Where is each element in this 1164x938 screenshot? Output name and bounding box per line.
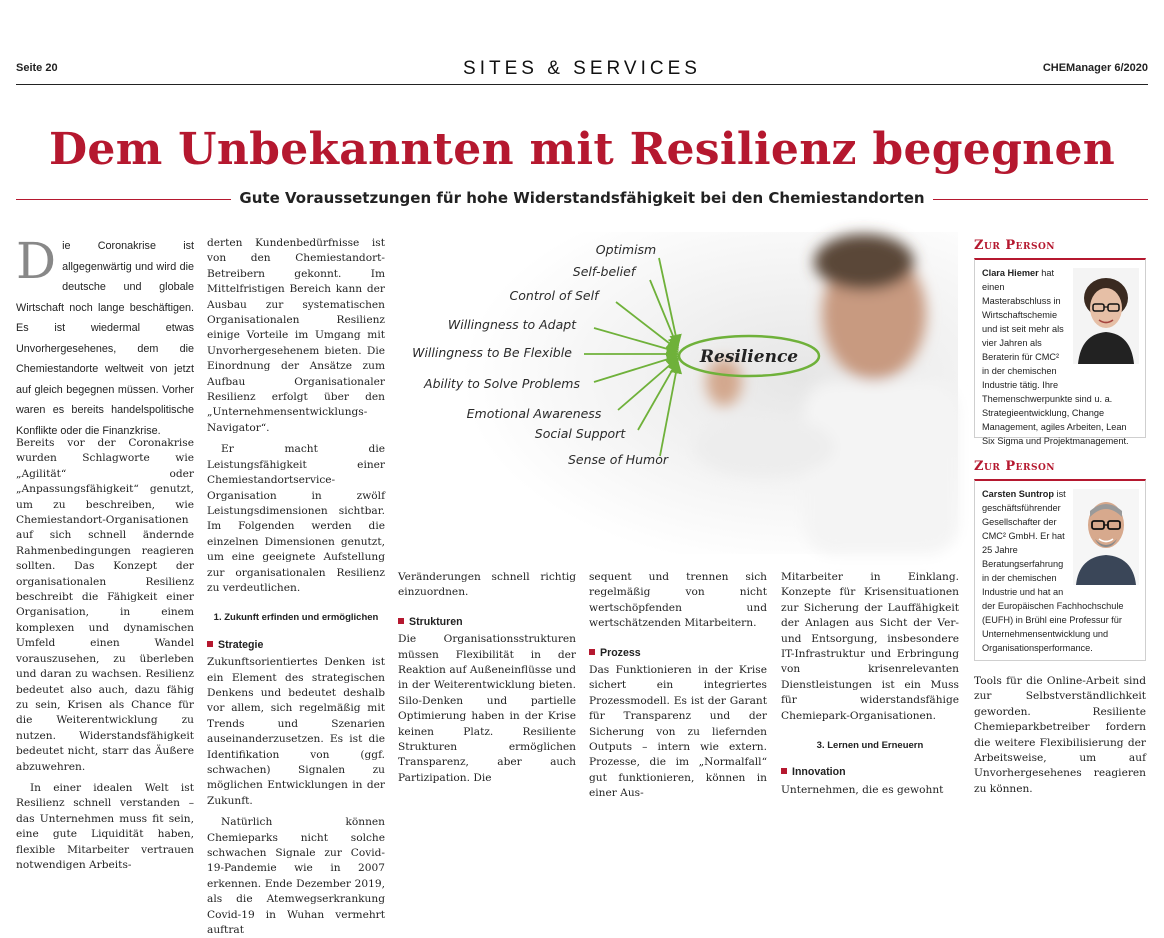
column-5 bbox=[781, 570, 959, 796]
body-paragraph: Veränderungen schnell richtig einzuordnen. bbox=[398, 571, 576, 599]
column-1 bbox=[16, 436, 194, 871]
diagram-label: Sense of Humor bbox=[567, 452, 669, 467]
column-2 bbox=[207, 236, 385, 937]
subhead-strukturen: Strukturen bbox=[398, 615, 576, 630]
body-paragraph: sequent und trennen sich regelmäßig von nicht wertschöpfenden und wertschätzenden Mitarbeitern. bbox=[589, 571, 767, 630]
page-number: Seite 20 bbox=[16, 62, 58, 74]
bullet-square-icon bbox=[781, 768, 787, 774]
section-heading-1: 1. Zukunft erfinden und ermöglichen bbox=[213, 612, 379, 624]
person-bio: hat einen Masterabschluss in Wirtschaftschemie und ist seit mehr als vier Jahren als Beraterin für CMC² in der chemischen Industrie tätig. Ihre Themenschwerpunkte sind u. a. Strategieentwicklung, Change Management, agiles Arbeiten, Lean Six Sigma und Projektmanagement. bbox=[982, 268, 1129, 446]
body-paragraph: Bereits vor der Coronakrise wurden Schlagworte wie „Agilität“ oder „Anpassungsfähigkeit“ genutzt, um zu beschreiben, wie Chemiestandort-Organisationen auf sich schnell ändernde Rahmenbedingungen reagieren sollten. Das Konzept der organisationalen Resilienz beschreibt die Fähigkeit einer Organisation, in einem komplexen und dynamischen Umfeld einen Wandel vorauszusehen, zu überleben und daran zu wachsen. Resilienz bedeutet also auch, dazu fähig zu sein, Krisen als Chance für die Weiterentwicklung zu nutzen. Widerstandsfähigkeit bedeutet nicht, starr das Äußere abzuwehren. bbox=[16, 437, 194, 773]
diagram-label: Social Support bbox=[534, 426, 626, 441]
subheadline-row bbox=[16, 188, 1148, 210]
body-paragraph: Zukunftsorientiertes Denken ist ein Element des strategischen Denkens und bedeutet deshalb vor allem, sich regelmäßig mit Trends und Szenarien auseinanderzusetzen. Es ist die Identifikation von (ggf. schwachen) Signalen zu möglichen Entwicklungen in der Zukunft. bbox=[207, 656, 385, 807]
column-4 bbox=[589, 570, 767, 800]
person-box-hiemer bbox=[974, 258, 1146, 446]
body-paragraph: Er macht die Leistungsfähigkeit einer Chemiestandortservice-Organisation in zwölf Leistungsdimensionen sichtbar. Im Folgenden werden die einzelnen Dimensionen genutzt, um eine geeignete Aufstellung zur organisationalen Resilienz zu verdeutlichen. bbox=[207, 443, 385, 594]
body-paragraph: Die Organisationsstrukturen müssen Flexibilität in der Reaktion auf Außeneinflüsse und in der Weiterentwicklung bieten. Silo-Denken und partielle Optimierung haben in der Krise keinen Platz. Resiliente Strukturen ermöglichen Transparenz, aber auch Partizipation. Die bbox=[398, 633, 576, 784]
subheadline: Gute Voraussetzungen für hohe Widerstandsfähigkeit bei den Chemiestandorten bbox=[231, 189, 932, 207]
lead-paragraph bbox=[16, 232, 194, 437]
drop-cap: D bbox=[16, 232, 57, 290]
column-3 bbox=[398, 570, 576, 784]
body-paragraph: Unternehmen, die es gewohnt bbox=[781, 783, 944, 796]
person-name: Carsten Suntrop bbox=[982, 489, 1054, 499]
person-name: Clara Hiemer bbox=[982, 268, 1039, 278]
person-bio: ist geschäftsführender Gesellschafter der CMC² GmbH. Er hat 25 Jahre Beratungserfahrung in der chemischen Industrie und hat an der Europäischen Fachhochschule (EUFH) in Brühl eine Professur für Unternehmensentwicklung und Organisationsperformance. bbox=[982, 489, 1124, 653]
resilience-diagram bbox=[394, 232, 958, 554]
bullet-square-icon bbox=[207, 641, 213, 647]
diagram-label: Ability to Solve Problems bbox=[424, 376, 580, 391]
body-paragraph: Das Funktionieren in der Krise sichert ein integriertes Prozessmodell. Es ist der Garant für Transparenz und der Sicherung von zu liefernden Outputs – intern wie extern. Prozesse, die im „Normalfall“ gut funktionieren, können in einer Aus- bbox=[589, 664, 767, 800]
portrait-hiemer-icon bbox=[1073, 268, 1139, 364]
person-box-title: Zur Person bbox=[974, 459, 1056, 474]
portrait-photo bbox=[1073, 489, 1139, 585]
portrait-photo bbox=[1073, 268, 1139, 364]
body-paragraph: Natürlich können Chemieparks nicht solche schwachen Signale zur Covid-19-Pandemie wie in 2007 erkennen. Ende Dezember 2019, als die Atemwegserkrankung Covid-19 in Wuhan vermehrt auftrat bbox=[207, 816, 385, 937]
column-6 bbox=[974, 674, 1146, 795]
subhead-innovation: Innovation bbox=[781, 765, 959, 780]
bullet-square-icon bbox=[398, 618, 404, 624]
issue-label: CHEManager 6/2020 bbox=[1042, 62, 1148, 74]
body-paragraph: In einer idealen Welt ist Resilienz schnell verstanden – das Unternehmen muss fit sein, eine gute Liquidität haben, flexible Mitarbeiter vertrauen notwendigen Arbeits- bbox=[16, 781, 194, 871]
body-paragraph: derten Kundenbedürfnisse ist von den Chemiestandort-Betreibern gekonnt. Im Mittelfristigen Bereich kann der Ausbau zur systematischen Organisationalen Resilienz einige Vorteile im Umgang mit Unvorhergesehenem bieten. Die Einordnung der Ansätze zum Aufbau Organisationaler Resilienz erfolgt über den „Unternehmensentwicklungs-Navigator“. bbox=[207, 237, 385, 434]
diagram-label: Willingness to Be Flexible bbox=[412, 345, 572, 360]
portrait-suntrop-icon bbox=[1073, 489, 1139, 585]
section-title: SITES & SERVICES bbox=[463, 58, 701, 79]
headline: Dem Unbekannten mit Resilienz begegnen bbox=[48, 124, 1116, 175]
bullet-square-icon bbox=[589, 649, 595, 655]
subhead-strategie: Strategie bbox=[207, 638, 385, 653]
diagram-label: Willingness to Adapt bbox=[447, 317, 577, 332]
section-heading-3: 3. Lernen und Erneuern bbox=[816, 740, 924, 752]
lead-text: ie Coronakrise ist allgegenwärtig und wird die deutsche und globale Wirtschaft noch lange beschäftigen. Es ist wiedermal etwas Unvorhergesehenes, dem die Chemiestandorte weltweit von jetzt auf gleich begegnen müssen. Vorher waren es bereits handelspolitische Konflikte oder die Finanzkrise. bbox=[16, 240, 194, 437]
resilience-label: Resilience bbox=[699, 347, 799, 367]
diagram-label: Optimism bbox=[595, 242, 657, 257]
resilience-figure bbox=[394, 232, 958, 554]
person-box-title: Zur Person bbox=[974, 238, 1056, 253]
subhead-prozess: Prozess bbox=[589, 646, 767, 661]
diagram-label: Emotional Awareness bbox=[466, 406, 602, 421]
body-paragraph: Mitarbeiter in Einklang. Konzepte für Krisensituationen zur Sicherung der Lauffähigkeit der Anlagen aus Sicht der Ver- und Entsorgung, insbesondere IT-Infrastruktur und Erbringung von krisenrelevanten Dienstleistungen ist ein Muss für widerstandsfähige Chemiepark-Organisationen. bbox=[781, 571, 959, 722]
diagram-label: Self-belief bbox=[572, 264, 636, 279]
person-box-suntrop bbox=[974, 479, 1146, 661]
diagram-label: Control of Self bbox=[509, 288, 599, 303]
body-paragraph: Tools für die Online-Arbeit sind zur Selbstverständlichkeit geworden. Resiliente Chemieparkbetreiber fordern die weitere Flexibilisierung der Arbeitsweise, um auf Unvorhergesehenes reagieren zu können. bbox=[974, 675, 1146, 795]
header-rule bbox=[16, 84, 1148, 85]
